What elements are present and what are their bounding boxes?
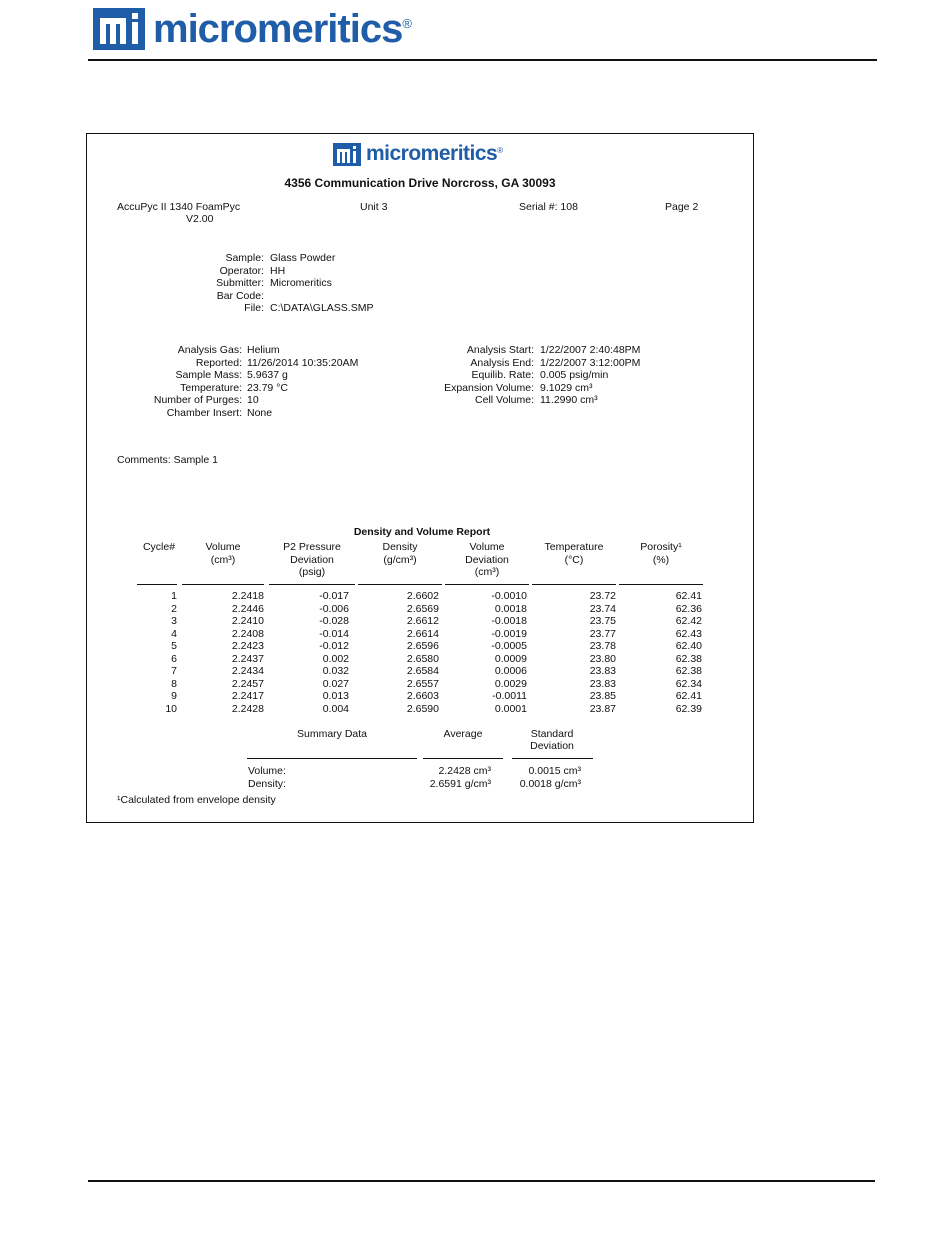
sample-info-value: HH <box>270 264 286 277</box>
table-cell: -0.0005 <box>491 640 527 652</box>
table-cell: 23.85 <box>589 690 616 702</box>
table-cell: 2.6590 <box>406 702 439 715</box>
page-number: Page 2 <box>665 201 699 213</box>
table-cell: 62.43 <box>675 627 702 640</box>
column-header: Temperature <box>544 541 604 553</box>
cycle-number: 9 <box>171 690 177 702</box>
table-cell: 23.83 <box>589 677 616 690</box>
table-cell: 23.75 <box>589 615 616 627</box>
analysis-label: Analysis End: <box>470 356 534 369</box>
analysis-value: 10 <box>247 394 259 407</box>
table-cell: 2.2423 <box>231 640 264 652</box>
table-cell: 2.2417 <box>231 690 264 702</box>
table-cell: -0.0019 <box>491 627 527 640</box>
table-cell: 2.6603 <box>406 690 439 702</box>
analysis-value: 0.005 psig/min <box>540 369 609 382</box>
summary-density-average: 2.6591 g/cm³ <box>429 778 491 790</box>
analysis-label: Equilib. Rate: <box>471 369 534 382</box>
sample-info-label: Operator: <box>219 264 264 277</box>
analysis-label: Analysis Gas: <box>177 344 242 356</box>
cycle-number: 10 <box>165 702 177 715</box>
table-title: Density and Volume Report <box>353 526 491 538</box>
summary-volume-std: 0.0015 cm³ <box>528 765 581 777</box>
brand-logo <box>93 8 412 50</box>
report-logo <box>333 142 503 166</box>
table-cell: 0.0006 <box>494 665 527 677</box>
summary-rule <box>423 758 503 759</box>
sample-info-label: Bar Code: <box>216 289 264 302</box>
instrument-name: AccuPyc II 1340 FoamPyc <box>117 201 241 213</box>
table-cell: 62.38 <box>675 665 702 677</box>
summary-std-head-1: Standard <box>530 728 574 740</box>
analysis-value: 9.1029 cm³ <box>540 381 593 394</box>
analysis-value: 23.79 °C <box>247 381 288 394</box>
table-cell: 0.0029 <box>494 677 527 690</box>
table-cell: 0.004 <box>322 702 349 715</box>
table-cell: 23.83 <box>589 665 616 677</box>
sample-info-value: Micromeritics <box>270 277 332 290</box>
company-address: 4356 Communication Drive Norcross, GA 30093 <box>284 176 556 190</box>
analysis-label: Analysis Start: <box>466 344 534 356</box>
sample-info-value: Glass Powder <box>270 252 336 264</box>
table-cell: 2.2410 <box>231 615 264 627</box>
summary-density-std: 0.0018 g/cm³ <box>519 778 581 790</box>
analysis-value: 1/22/2007 3:12:00PM <box>540 356 641 369</box>
column-header: Porosity¹ <box>640 541 682 553</box>
unit-label: Unit 3 <box>360 201 388 213</box>
column-header: Cycle# <box>142 541 176 553</box>
serial-number: Serial #: 108 <box>519 201 578 213</box>
table-cell: -0.0010 <box>491 590 527 602</box>
column-rule <box>269 584 355 585</box>
analysis-label: Expansion Volume: <box>444 381 534 394</box>
summary-title: Summary Data <box>296 728 368 740</box>
report-frame <box>86 133 754 823</box>
column-header: (%) <box>652 553 670 566</box>
column-rule <box>137 584 177 585</box>
table-cell: -0.017 <box>319 590 349 602</box>
table-cell: 2.2428 <box>231 702 264 715</box>
table-cell: 2.6612 <box>406 615 439 627</box>
table-cell: -0.0018 <box>491 615 527 627</box>
analysis-value: None <box>247 407 273 419</box>
table-cell: 2.6569 <box>406 602 439 615</box>
footer-rule <box>88 1180 875 1182</box>
table-cell: 2.2408 <box>231 627 264 640</box>
registered-mark: ® <box>402 15 412 31</box>
report-brand-name: micromeritics <box>366 142 498 165</box>
sample-info-value: C:\DATA\GLASS.SMP <box>270 302 374 315</box>
brand-name: micromeritics <box>153 6 403 51</box>
summary-volume-label: Volume: <box>248 765 286 777</box>
sample-info-label: Sample: <box>225 252 264 264</box>
table-cell: 2.2446 <box>231 602 264 615</box>
table-cell: 2.2434 <box>231 665 264 677</box>
table-cell: 62.38 <box>675 652 702 665</box>
table-cell: 0.032 <box>322 665 349 677</box>
table-cell: 62.40 <box>675 640 702 652</box>
table-cell: 2.6602 <box>406 590 439 602</box>
table-cell: 23.77 <box>589 627 616 640</box>
cycle-number: 6 <box>171 652 177 665</box>
table-cell: 2.6557 <box>406 677 439 690</box>
column-header: (psig) <box>298 566 326 579</box>
table-cell: 0.0001 <box>494 702 527 715</box>
mi-logo-icon <box>93 8 145 50</box>
table-cell: 0.027 <box>322 677 349 690</box>
column-header: Deviation <box>465 553 509 566</box>
table-cell: 23.74 <box>589 602 616 615</box>
table-cell: 62.36 <box>675 602 702 615</box>
table-cell: 62.34 <box>675 677 702 690</box>
analysis-label: Chamber Insert: <box>166 407 242 419</box>
analysis-value: 1/22/2007 2:40:48PM <box>540 344 641 356</box>
cycle-number: 7 <box>171 665 177 677</box>
analysis-label: Temperature: <box>180 381 242 394</box>
analysis-value: Helium <box>247 344 280 356</box>
analysis-value: 11/26/2014 10:35:20AM <box>247 356 359 369</box>
column-header: Volume <box>469 541 505 553</box>
table-cell: 23.80 <box>589 652 616 665</box>
table-cell: 23.78 <box>589 640 616 652</box>
column-header: P2 Pressure <box>283 541 341 553</box>
registered-mark: ® <box>497 145 504 155</box>
table-cell: 23.72 <box>589 590 616 602</box>
table-cell: -0.0011 <box>492 690 527 702</box>
table-cell: -0.012 <box>319 640 349 652</box>
header-rule <box>88 59 877 61</box>
column-rule <box>445 584 529 585</box>
cycle-number: 8 <box>171 677 177 690</box>
table-cell: 0.0018 <box>494 602 527 615</box>
cycle-number: 5 <box>171 640 177 652</box>
instrument-version: V2.00 <box>186 213 214 225</box>
table-cell: 62.41 <box>675 690 702 702</box>
table-cell: 2.6584 <box>406 665 439 677</box>
table-cell: -0.028 <box>319 615 349 627</box>
comments: Comments: Sample 1 <box>117 454 218 466</box>
summary-std-head-2: Deviation <box>530 740 574 752</box>
table-cell: -0.006 <box>319 602 349 615</box>
table-cell: 2.2437 <box>231 652 264 665</box>
table-cell: 62.42 <box>675 615 702 627</box>
table-cell: 62.39 <box>675 702 702 715</box>
summary-average-head: Average <box>443 728 483 740</box>
table-cell: 2.2418 <box>231 590 264 602</box>
summary-rule <box>512 758 593 759</box>
footnote: ¹Calculated from envelope density <box>117 794 276 806</box>
table-cell: 62.41 <box>675 590 702 602</box>
sample-info-label: Submitter: <box>216 277 264 290</box>
column-header: Deviation <box>290 553 334 566</box>
sample-info-label: File: <box>244 302 264 315</box>
table-cell: 2.2457 <box>231 677 264 690</box>
cycle-number: 1 <box>171 590 177 602</box>
column-header: Volume <box>205 541 241 553</box>
table-cell: 0.0009 <box>494 652 527 665</box>
analysis-label: Number of Purges: <box>153 394 242 407</box>
summary-density-label: Density: <box>248 778 286 790</box>
table-cell: 2.6596 <box>406 640 439 652</box>
column-header: (°C) <box>564 553 584 566</box>
table-cell: 2.6580 <box>406 652 439 665</box>
analysis-value: 11.2990 cm³ <box>540 394 598 407</box>
column-rule <box>532 584 616 585</box>
analysis-value: 5.9637 g <box>247 369 288 382</box>
cycle-number: 2 <box>171 602 177 615</box>
column-rule <box>358 584 442 585</box>
mi-logo-icon <box>333 143 361 166</box>
table-cell: -0.014 <box>319 627 349 640</box>
cycle-number: 4 <box>171 627 177 640</box>
column-rule <box>182 584 264 585</box>
analysis-label: Sample Mass: <box>175 369 242 382</box>
column-header: (cm³) <box>474 566 500 579</box>
column-header: (g/cm³) <box>383 553 417 566</box>
column-header: Density <box>382 541 418 553</box>
table-cell: 2.6614 <box>406 627 439 640</box>
analysis-label: Cell Volume: <box>475 394 534 407</box>
table-cell: 23.87 <box>589 702 616 715</box>
cycle-number: 3 <box>171 615 177 627</box>
table-cell: 0.013 <box>322 690 349 702</box>
analysis-label: Reported: <box>195 356 242 369</box>
column-header: (cm³) <box>210 553 236 566</box>
summary-volume-average: 2.2428 cm³ <box>438 765 491 777</box>
column-rule <box>619 584 703 585</box>
summary-rule <box>247 758 417 759</box>
table-cell: 0.002 <box>322 652 349 665</box>
